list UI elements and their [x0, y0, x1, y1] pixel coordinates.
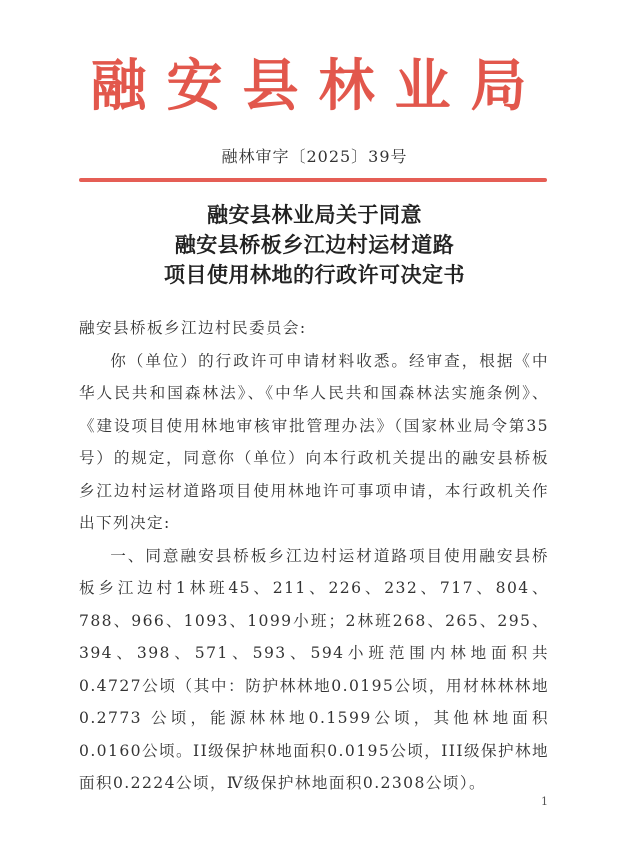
page-number: 1 — [541, 795, 548, 808]
document-number: 融林审字〔2025〕39号 — [221, 147, 408, 166]
title-line-2: 融安县桥板乡江边村运材道路 — [174, 232, 455, 257]
red-divider-line — [79, 178, 547, 182]
agency-masthead: 融安县林业局 — [90, 54, 547, 119]
paragraph-decision-1: 一、同意融安县桥板乡江边村运材道路项目使用融安县桥板乡江边村1林班45、211、226、232、717、804、788、966、1093、1099小班；2林班268、265、295、394、398、571、593、594小班范围内林地面积共0.4727公顷（其中：防护林林地0.0195公顷，用材林林林地0.2773 公顷，能源林林地0.1599公顷，其他林地面积0.0160公顷。II级保护林地面积0.0195公顷，III级保护林地面积0.2224公顷，Ⅳ级保护林地面积0.2308公顷）。 — [79, 546, 549, 792]
addressee: 融安县桥板乡江边村民委员会: — [79, 319, 307, 337]
title-line-1: 融安县林业局关于同意 — [207, 202, 422, 227]
title-line-3: 项目使用林地的行政许可决定书 — [164, 262, 465, 287]
document-body — [79, 312, 549, 800]
document-title — [0, 200, 629, 290]
paragraph-basis: 你（单位）的行政许可申请材料收悉。经审查，根据《中华人民共和国森林法》、《中华人民共和国森林法实施条例》、《建设项目使用林地审核审批管理办法》（国家林业局令第35号）的规定，同意你（单位）向本行政机关提出的融安县桥板乡江边村运材道路项目使用林地许可事项申请，本行政机关作出下列决定: — [79, 351, 549, 532]
